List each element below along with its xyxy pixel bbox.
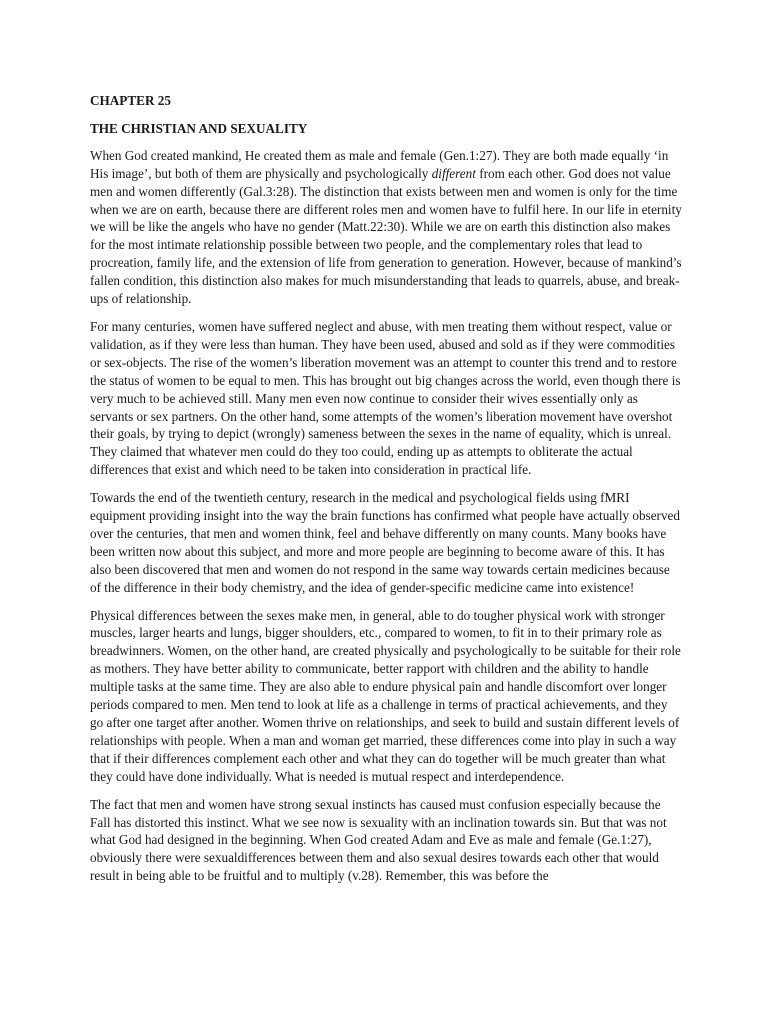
paragraph-1	[90, 147, 682, 308]
paragraph-1-emphasis: different	[431, 165, 476, 181]
paragraph-1-part-2: from each other. God does not value men and women differently (Gal.3:28). The distinction that exists between men and women is only for the time when we are on earth, because there are different roles men and women have to fulfil here. In our life in eternity we will be like the angels who have no gender (Matt.22:30). While we are on earth this distinction also makes for the most intimate relationship possible between two people, and the complementary roles that lead to procreation, family life, and the extension of life from generation to generation. However, because of mankind’s fallen condition, this distinction also makes for much misunderstanding that leads to quarrels, abuse, and break-ups of relationship.	[90, 165, 682, 307]
paragraph-1-part-1: When God created mankind, He created them as male and female (Gen.1:27). They are both made equally ‘in His image’, but both of them are physically and psychologically	[90, 147, 669, 181]
chapter-number: CHAPTER 25	[90, 93, 171, 108]
document-page	[90, 92, 682, 895]
chapter-title: THE CHRISTIAN AND SEXUALITY	[90, 120, 308, 136]
paragraph-2: For many centuries, women have suffered neglect and abuse, with men treating them without respect, value or validation, as if they were less than human. They have been used, abused and sold as if they were commodities or sex-objects. The rise of the women’s liberation movement was an attempt to counter this trend and to restore the status of women to be equal to men. This has brought out big changes across the world, even though there is very much to be achieved still. Many men even now continue to consider their wives essentially only as servants or sex partners. On the other hand, some attempts of the women’s liberation movement have overshot their goals, by trying to depict (wrongly) sameness between the sexes in the name of equality, which is unreal. They claimed that whatever men could do they too could, ending up as attempts to obliterate the actual differences that exist and which need to be taken into consideration in practical life.	[90, 318, 681, 478]
paragraph-5: The fact that men and women have strong sexual instincts has caused must confusion especially because the Fall has distorted this instinct. What we see now is sexuality with an inclination towards sin. But that was not what God had designed in the beginning. When God created Adam and Eve as male and female (Ge.1:27), obviously there were sexualdifferences between them and also sexual desires towards each other that would result in being able to be fruitful and to multiply (v.28). Remember, this was before the	[90, 796, 667, 884]
paragraph-4: Physical differences between the sexes make men, in general, able to do tougher physical work with stronger muscles, larger hearts and lungs, bigger shoulders, etc., compared to women, to fit in to their primary role as breadwinners. Women, on the other hand, are created physically and psychologically to be suitable for their role as mothers. They have better ability to communicate, better rapport with children and the ability to handle multiple tasks at the same time. They are also able to endure physical pain and handle discomfort over longer periods compared to men. Men tend to look at life as a challenge in terms of practical achievements, and they go after one target after another. Women thrive on relationships, and seek to build and sustain different levels of relationships with people. When a man and woman get married, these differences come into play in such a way that if their differences complement each other and what they can do together will be much greater than what they could have done individually. What is needed is mutual respect and interdependence.	[90, 607, 681, 784]
paragraph-3: Towards the end of the twentieth century, research in the medical and psychological fields using fMRI equipment providing insight into the way the brain functions has confirmed what people have actually observed over the centuries, that men and women think, feel and behave differently on many counts. Many books have been written now about this subject, and more and more people are beginning to become aware of this. It has also been discovered that men and women do not respond in the same way towards certain medicines because of the difference in their body chemistry, and the idea of gender-specific medicine came into existence!	[90, 490, 680, 595]
